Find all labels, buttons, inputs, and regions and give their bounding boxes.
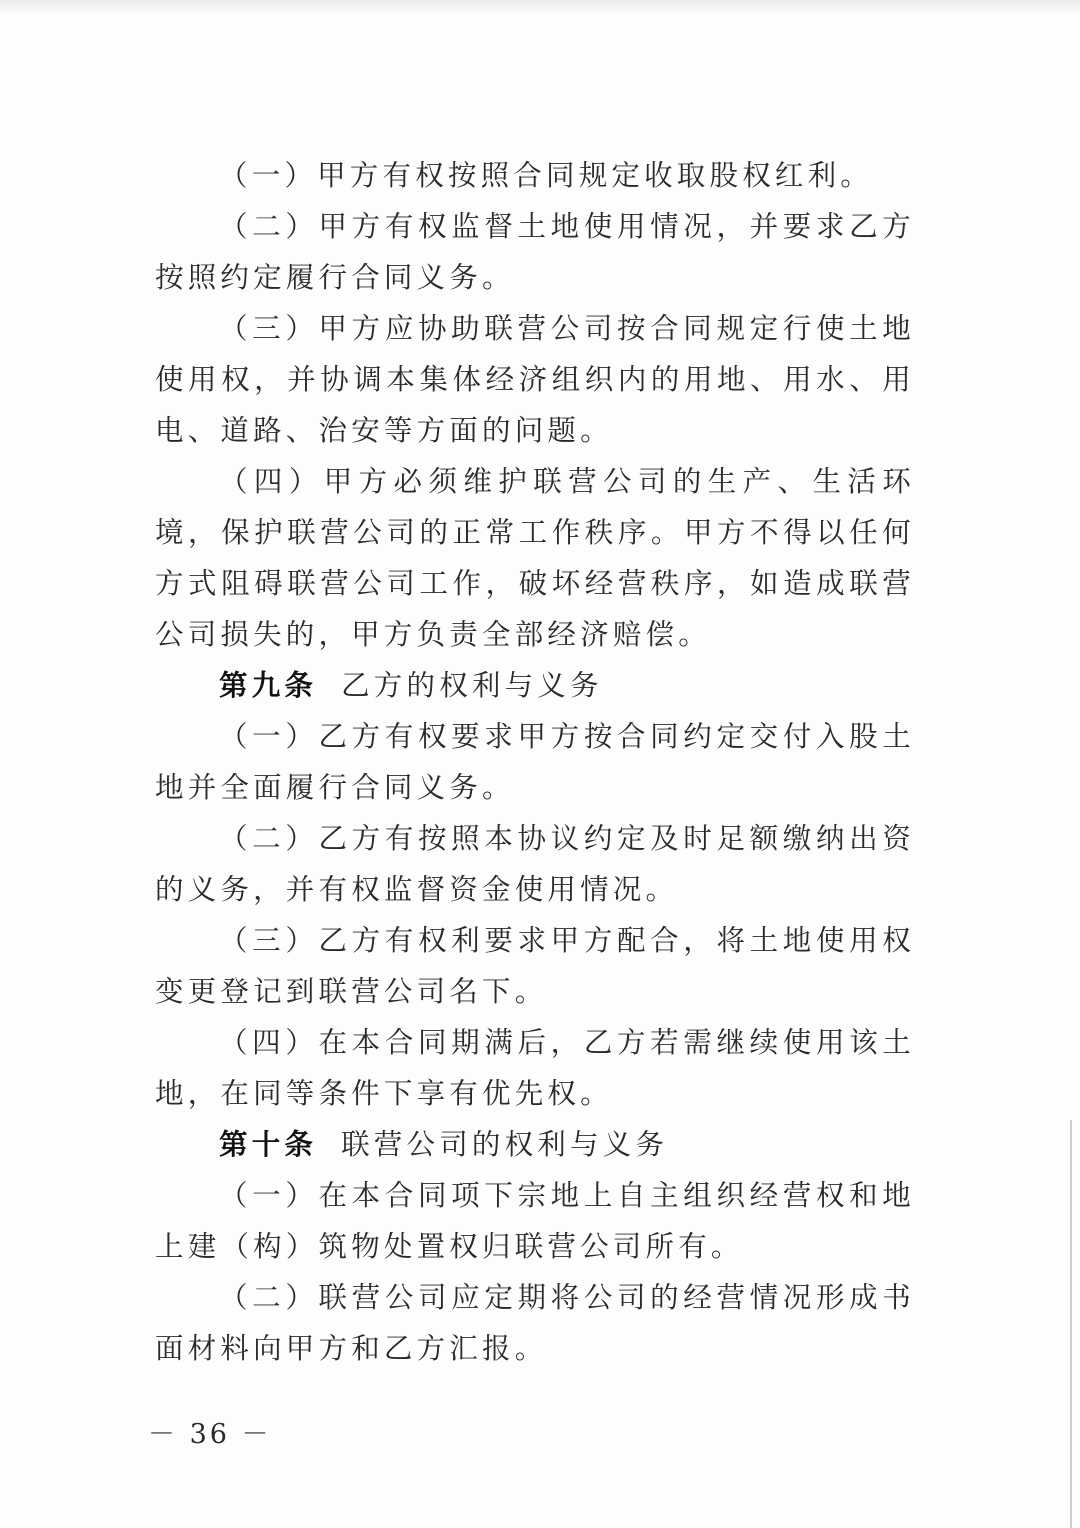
paragraph-10-1: （一）在本合同项下宗地上自主组织经营权和地上建（构）筑物处置权归联营公司所有。 [155, 1179, 915, 1263]
scan-right-edge [1070, 1120, 1072, 1528]
article-9-heading [155, 660, 915, 711]
article-10-number: 第十条 [219, 1127, 318, 1161]
paragraph-9-2: （二）乙方有按照本协议约定及时足额缴纳出资的义务，并有权监督资金使用情况。 [155, 822, 915, 906]
scan-top-edge [0, 0, 1080, 14]
page-number: － 36 － [148, 1419, 272, 1450]
paragraph-8-3: （三）甲方应协助联营公司按合同规定行使土地使用权，并协调本集体经济组织内的用地、用水、用电、道路、治安等方面的问题。 [155, 312, 915, 447]
paragraph-8-1: （一）甲方有权按照合同规定收取股权红利。 [219, 159, 874, 192]
paragraph-8-4: （四）甲方必须维护联营公司的生产、生活环境，保护联营公司的正常工作秩序。甲方不得以任何方式阻碍联营公司工作，破坏经营秩序，如造成联营公司损失的，甲方负责全部经济赔偿。 [155, 465, 915, 651]
paragraph-8-2: （二）甲方有权监督土地使用情况，并要求乙方按照约定履行合同义务。 [155, 210, 915, 294]
paragraph-9-3: （三）乙方有权利要求甲方配合，将土地使用权变更登记到联营公司名下。 [155, 924, 915, 1008]
paragraph-9-4: （四）在本合同期满后，乙方若需继续使用该土地，在同等条件下享有优先权。 [155, 1026, 915, 1110]
article-9-title: 乙方的权利与义务 [341, 669, 603, 702]
paragraph-10-2: （二）联营公司应定期将公司的经营情况形成书面材料向甲方和乙方汇报。 [155, 1281, 915, 1365]
article-10-heading [155, 1119, 915, 1170]
article-10-title: 联营公司的权利与义务 [341, 1128, 669, 1161]
article-9-number: 第九条 [219, 668, 318, 702]
document-body [155, 150, 915, 1374]
paragraph-9-1: （一）乙方有权要求甲方按合同约定交付入股土地并全面履行合同义务。 [155, 720, 915, 804]
